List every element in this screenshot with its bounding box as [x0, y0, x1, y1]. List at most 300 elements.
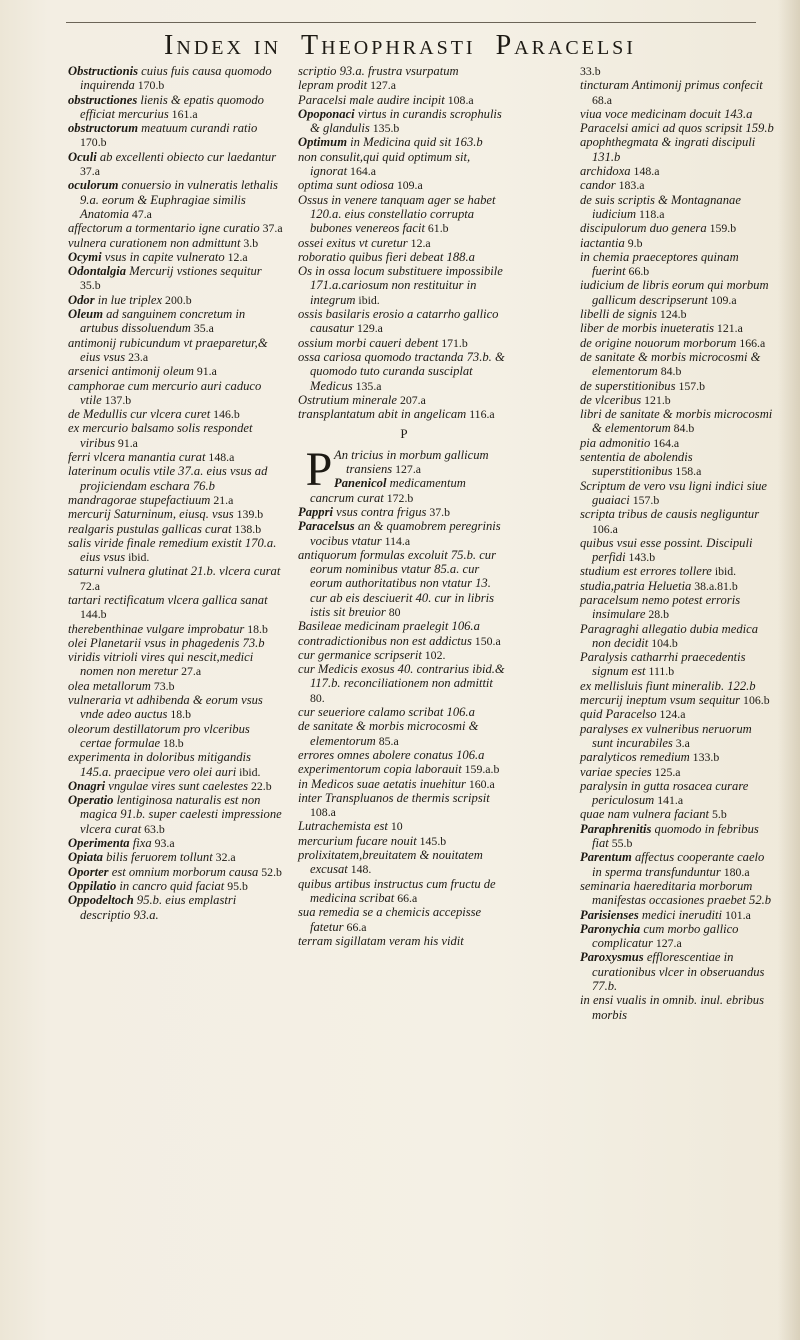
entry-reference: 68.a: [592, 92, 612, 107]
entry-reference: 80: [385, 604, 401, 619]
entry-reference: 104.b: [648, 635, 678, 650]
index-entry: [298, 264, 510, 307]
index-entry: [298, 548, 510, 619]
entry-reference: ibid.: [236, 764, 261, 779]
entry-reference: 170.b: [80, 135, 107, 150]
index-entry: [298, 777, 510, 791]
entry-reference: 106.a: [592, 521, 618, 536]
entry-headword: Paracelsus: [298, 519, 355, 534]
entry-text: contradictionibus non est addictus: [298, 633, 472, 648]
index-entry: [580, 379, 774, 393]
index-entry: [580, 650, 774, 679]
index-entry: [68, 507, 284, 521]
entry-headword: Panenicol: [334, 476, 387, 491]
index-entry: [580, 507, 774, 536]
entry-reference: 66.b: [625, 264, 650, 279]
entry-text: viua voce medicinam docuit 143.a: [580, 106, 753, 121]
entry-reference: 145.b: [416, 833, 447, 848]
index-entry: [580, 236, 774, 250]
index-entry: [298, 719, 510, 748]
entry-text: experimenta in doloribus mitigandis 145.a. praecipue vero olei auri: [68, 750, 251, 779]
entry-text: est omnium morborum causa: [108, 864, 259, 879]
entry-text: Basileae medicinam praelegit 106.a: [298, 619, 480, 634]
entry-text: libri de sanitate & morbis microcosmi & elementorum: [580, 407, 773, 436]
entry-reference: 148.a: [205, 450, 235, 465]
entry-reference: 171.b: [438, 335, 468, 350]
entry-text: cur germanice scripserit: [298, 647, 422, 662]
entry-text: cur seueriore calamo scribat 106.a: [298, 705, 475, 720]
index-entry: [298, 178, 510, 192]
index-entry: [298, 476, 510, 505]
entry-text: de superstitionibus: [580, 378, 676, 393]
entry-reference: 133.b: [689, 750, 720, 765]
entry-text: ex mercurio balsamo solis respondet viribus: [68, 421, 253, 450]
entry-text: de sanitate & morbis microcosmi & elementorum: [580, 349, 761, 379]
entry-text: in cancro quid faciat: [116, 878, 225, 893]
entry-text: an & quamobrem peregrinis vocibus vtatur: [310, 519, 501, 548]
entry-headword: Operatio: [68, 793, 114, 808]
entry-reference: 63.b: [141, 821, 165, 836]
entry-reference: ibid.: [711, 564, 737, 579]
index-entry: [298, 236, 510, 250]
entry-reference: 137.b: [101, 392, 132, 407]
entry-text: variae species: [580, 764, 652, 779]
entry-text: vsus in capite vulnerato: [101, 249, 225, 264]
entry-reference: 118.a: [636, 206, 665, 221]
entry-text: non consulit,qui quid optimum sit, ignorat: [298, 149, 471, 179]
title-part-3: Paracelsi: [495, 30, 636, 61]
entry-headword: obstructiones: [68, 92, 138, 107]
index-entry: [298, 150, 510, 179]
index-entry: [68, 178, 284, 221]
entry-text: de origine nouorum morborum: [580, 335, 737, 350]
index-entry: [68, 264, 284, 293]
entry-text: archidoxa: [580, 164, 631, 179]
entry-reference: 161.a: [168, 106, 198, 121]
index-entry: [68, 593, 284, 622]
index-entry: [298, 336, 510, 350]
index-entry: [580, 193, 774, 222]
entry-reference: 150.a: [471, 633, 501, 648]
index-entry: [68, 865, 284, 879]
entry-headword: obstructorum: [68, 121, 138, 136]
entry-reference: 85.a: [375, 733, 399, 748]
entry-text: in Medicos suae aetatis inuehitur: [298, 776, 466, 791]
entry-text: sententia de abolendis superstitionibus: [580, 450, 693, 479]
index-entry: [298, 250, 510, 264]
index-entry: [68, 450, 284, 464]
entry-text: quid Paracelso: [580, 707, 657, 722]
entry-reference: 157.b: [675, 378, 706, 393]
index-entry: [68, 221, 284, 235]
index-entry: [68, 250, 284, 264]
entry-reference: 18.b: [167, 707, 192, 722]
entry-text: vngulae vires sunt caelestes: [105, 778, 249, 793]
entry-text: affectorum a tormentario igne curatio: [68, 221, 260, 236]
index-entry: [68, 236, 284, 250]
index-entry: [68, 879, 284, 893]
entry-text: sua remedia se a chemicis accepisse fatetur: [298, 905, 482, 934]
index-entry: [68, 293, 284, 307]
entry-text: in Medicina quid sit 163.b: [347, 135, 483, 150]
entry-reference: 158.a: [672, 464, 702, 479]
entry-headword: oculorum: [68, 178, 119, 193]
index-entry: [580, 350, 774, 379]
entry-text: vulnera curationem non admittunt: [68, 235, 241, 250]
entry-reference: 80.: [310, 690, 325, 705]
entry-text: scripta tribus de causis negliguntur: [580, 507, 760, 522]
entry-text: An tricius in morbum gallicum transiens: [334, 447, 489, 477]
entry-text: Lutrachemista est: [298, 819, 388, 834]
index-entry: [68, 421, 284, 450]
index-entry: [580, 64, 774, 78]
entry-text: efflorescentiae in curationibus vlcer in obseruandus 77.b.: [592, 950, 765, 993]
entry-reference: 121.b: [641, 392, 671, 407]
entry-headword: Oculi: [68, 149, 97, 164]
index-entry: [68, 522, 284, 536]
index-column-2: [298, 64, 510, 948]
entry-reference: 170.b: [134, 78, 165, 93]
entry-reference: 37.a: [80, 164, 100, 179]
entry-text: tincturam Antimonij primus confecit: [580, 78, 763, 93]
entry-reference: 101.a: [722, 907, 751, 922]
entry-reference: 93.a: [151, 836, 175, 851]
entry-reference: 106.b: [740, 693, 770, 708]
index-entry: [580, 536, 774, 565]
entry-reference: ibid.: [355, 292, 380, 307]
index-entry: [298, 350, 510, 393]
entry-text: de suis scriptis & Montagnanae iudicium: [580, 192, 741, 221]
entry-headword: Odor: [68, 292, 95, 307]
entry-reference: 172.b: [383, 490, 414, 505]
entry-headword: Oppodeltoch: [68, 893, 134, 908]
entry-reference: 21.a: [210, 492, 234, 507]
entry-reference: 28.b: [645, 607, 670, 622]
index-entry: [580, 579, 774, 593]
entry-headword: Odontalgia: [68, 264, 127, 279]
entry-reference: 91.a: [114, 435, 138, 450]
entry-text: ad sanguinem concretum in artubus dissoluendum: [80, 307, 246, 336]
entry-text: terram sigillatam veram his vidit: [298, 933, 464, 948]
entry-reference: 3.b: [240, 235, 259, 250]
entry-reference: 3.a: [672, 735, 690, 750]
index-entry: [68, 850, 284, 864]
index-entry: [298, 619, 510, 633]
entry-reference: 5.b: [709, 807, 727, 822]
index-entry: [298, 64, 510, 78]
index-entry: [580, 765, 774, 779]
index-entry: [580, 450, 774, 479]
entry-text: in ensi vualis in omnib. inul. ebribus morbis: [580, 993, 765, 1022]
entry-text: Scriptum de vero vsu ligni indici siue guaiaci: [580, 478, 768, 507]
entry-text: ossium morbi caueri debent: [298, 335, 439, 350]
entry-text: arsenici antimonij oleum: [68, 364, 194, 379]
entry-text: Paracelsi amici ad quos scripsit 159.b: [580, 121, 774, 136]
entry-text: tartari rectificatum vlcera gallica sanat: [68, 592, 268, 607]
index-entry: [68, 121, 284, 150]
index-entry: [68, 464, 284, 493]
entry-reference: 10: [387, 819, 403, 834]
entry-reference: 108.a: [444, 92, 474, 107]
index-entry: [68, 493, 284, 507]
entry-reference: 55.b: [608, 836, 633, 851]
entry-text: viridis vitrioli vires qui nescit,medici nomen non meretur: [68, 650, 254, 679]
entry-text: Paralysis catharrhi praecedentis signum est: [580, 650, 746, 679]
entry-reference: 121.a: [713, 321, 743, 336]
entry-text: studium est errores tollere: [580, 564, 712, 579]
entry-headword: Oppilatio: [68, 878, 117, 893]
entry-reference: 37.b: [426, 504, 450, 519]
index-entry: [298, 634, 510, 648]
index-entry: [298, 393, 510, 407]
index-entry: [68, 779, 284, 793]
entry-reference: 148.: [347, 862, 372, 877]
index-entry: [68, 893, 284, 922]
index-entry: [68, 722, 284, 751]
entry-text: discipulorum duo genera: [580, 221, 707, 236]
entry-text: realgaris pustulas gallicas curat: [68, 521, 232, 536]
entry-headword: Ocymi: [68, 249, 102, 264]
index-entry: [68, 564, 284, 593]
index-entry: [580, 679, 774, 693]
entry-reference: 27.a: [178, 664, 202, 679]
entry-reference: 139.b: [233, 507, 264, 522]
index-entry: [68, 150, 284, 179]
entry-text: virtus in curandis scrophulis & glandulis: [310, 106, 502, 136]
index-entry: [298, 877, 510, 906]
index-entry: [68, 750, 284, 779]
entry-reference: 84.b: [657, 364, 682, 379]
entry-reference: 116.a: [466, 407, 495, 422]
index-entry: [580, 779, 774, 808]
entry-text: Ossus in venere tanquam ager se habet 120.a. eius constellatio corrupta bubones venereos facit: [298, 192, 496, 236]
entry-text: in chemia praeceptores quinam fuerint: [580, 249, 739, 279]
index-entry: [68, 407, 284, 421]
index-entry: [580, 908, 774, 922]
entry-text: cum morbo gallico complicatur: [592, 921, 739, 951]
entry-reference: 38.a.81.b: [691, 578, 738, 593]
entry-headword: Obstructionis: [68, 64, 138, 78]
entry-text: meatuum curandi ratio: [138, 121, 258, 136]
entry-reference: 73.b: [150, 678, 175, 693]
entry-text: optima sunt odiosa: [298, 178, 394, 193]
entry-text: ab excellenti obiecto cur laedantur: [96, 149, 277, 164]
entry-reference: 18.b: [160, 735, 184, 750]
entry-text: errores omnes abolere conatus 106.a: [298, 747, 485, 762]
index-entry: [580, 564, 774, 578]
index-entry: [580, 393, 774, 407]
index-entry: [298, 135, 510, 149]
section-letter: P: [400, 426, 408, 442]
index-entry: [580, 479, 774, 508]
entry-text: 95.b. eius emplastri descriptio 93.a.: [80, 893, 237, 922]
index-entry: [68, 693, 284, 722]
entry-text: transplantatum abit in angelicam: [298, 407, 467, 422]
drop-cap: P: [305, 442, 333, 496]
entry-reference: 23.a: [125, 349, 149, 364]
entry-reference: 91.a: [193, 364, 217, 379]
index-entry: [68, 836, 284, 850]
entry-reference: 95.b: [224, 878, 248, 893]
entry-reference: 125.a: [651, 764, 681, 779]
entry-reference: 124.b: [656, 307, 687, 322]
index-entry: [580, 250, 774, 279]
index-entry: [580, 707, 774, 721]
index-entry: [580, 336, 774, 350]
index-entry: [68, 793, 284, 836]
entry-reference: 18.b: [244, 621, 268, 636]
entry-text: olei Planetarii vsus in phagedenis 73.b: [68, 635, 265, 650]
entry-headword: Optimum: [298, 135, 347, 150]
entry-text: affectus cooperante caelo in sperma transfunduntur: [592, 850, 765, 879]
entry-reference: ibid.: [125, 550, 150, 565]
entry-text: experimentorum copia laborauit: [298, 762, 462, 777]
page-title: [0, 30, 800, 62]
entry-text: mercurij Saturninum, eiusq. vsus: [68, 507, 234, 522]
entry-headword: Oleum: [68, 307, 103, 322]
entry-reference: 164.a: [347, 164, 376, 179]
index-entry: [298, 934, 510, 948]
entry-headword: Opiata: [68, 850, 103, 865]
entry-reference: 127.a: [367, 78, 396, 93]
index-entry: [298, 905, 510, 934]
index-entry: [298, 93, 510, 107]
entry-text: salis viride finale remedium existit 170.a. eius vsus: [68, 535, 277, 565]
entry-text: fixa: [129, 836, 152, 851]
entry-headword: Paronychia: [580, 921, 641, 936]
index-entry: [298, 762, 510, 776]
entry-reference: 22.b: [248, 778, 272, 793]
entry-text: quibus vsui esse possint. Discipuli perfidi: [580, 535, 753, 565]
entry-reference: 160.a: [465, 776, 495, 791]
entry-text: seminaria haereditaria morborum manifestas occasiones praebet 52.b: [580, 878, 772, 908]
entry-reference: 84.b: [670, 421, 695, 436]
entry-reference: 135.a: [352, 378, 382, 393]
entry-text: de Medullis cur vlcera curet: [68, 407, 211, 422]
entry-text: conuersio in vulneratis lethalis 9.a. eorum & Euphragiae similis Anatomia: [80, 178, 278, 221]
index-entry: [68, 650, 284, 679]
index-entry: [580, 107, 774, 121]
index-entry: [580, 221, 774, 235]
index-entry: [298, 834, 510, 848]
entry-headword: Paraphrenitis: [580, 821, 652, 836]
index-entry: [68, 636, 284, 650]
index-entry: [68, 64, 284, 93]
entry-text: liber de morbis inueteratis: [580, 321, 714, 336]
index-entry: [580, 822, 774, 851]
index-entry: [298, 505, 510, 519]
entry-text: bilis feruorem tollunt: [102, 850, 213, 865]
entry-text: ferri vlcera manantia curat: [68, 450, 206, 465]
entry-reference: 114.a: [381, 533, 411, 548]
index-entry: [298, 848, 510, 877]
entry-text: in lue triplex: [94, 292, 163, 307]
entry-reference: 37.a: [259, 221, 283, 236]
index-entry: [580, 78, 774, 107]
entry-reference: 9.b: [624, 235, 643, 250]
entry-reference: 12.a: [407, 235, 431, 250]
entry-reference: 72.a: [80, 578, 100, 593]
entry-text: vulneraria vt adhibenda & eorum vsus vnde adeo auctus: [68, 693, 263, 722]
entry-reference: 127.a: [392, 462, 422, 477]
entry-text: Os in ossa locum substituere impossibile 171.a.cariosum non restituitur in integrum: [298, 264, 503, 307]
index-entry: [580, 850, 774, 879]
title-part-1: Index in: [164, 30, 282, 61]
entry-reference: 159.a.b: [461, 762, 500, 777]
entry-text: mercurium fucare nouit: [298, 833, 417, 848]
entry-text: apophthegmata & ingrati discipuli 131.b: [580, 135, 756, 164]
entry-text: libelli de signis: [580, 307, 657, 322]
entry-text: paralyses ex vulneribus neruorum sunt incurabiles: [580, 721, 752, 750]
entry-reference: 144.b: [80, 607, 107, 622]
entry-reference: 102.: [421, 647, 446, 662]
entry-text: Paragraghi allegatio dubia medica non decidit: [580, 621, 759, 650]
entry-text: roboratio quibus fieri debeat 188.a: [298, 249, 475, 264]
index-entry: [68, 536, 284, 565]
entry-text: pia admonitio: [580, 435, 651, 450]
entry-reference: 157.b: [629, 492, 660, 507]
index-entry: [298, 193, 510, 236]
entry-reference: 108.a: [310, 805, 336, 820]
entry-reference: 12.a: [224, 249, 248, 264]
index-entry: [580, 950, 774, 993]
index-entry: [298, 648, 510, 662]
entry-reference: 180.a: [720, 864, 750, 879]
entry-text: vsus contra frigus: [332, 504, 427, 519]
entry-text: de vlceribus: [580, 392, 642, 407]
entry-text: saturni vulnera glutinat 21.b. vlcera curat: [68, 564, 281, 579]
index-entry: [68, 93, 284, 122]
index-entry: [580, 922, 774, 951]
entry-reference: 148.a: [630, 164, 660, 179]
title-part-2: Theophrasti: [301, 30, 476, 61]
index-entry: [580, 178, 774, 192]
entry-text: paralysin in gutta rosacea curare periculosum: [580, 778, 749, 808]
index-entry: [68, 307, 284, 336]
entry-reference: 183.a: [615, 178, 645, 193]
index-entry: [298, 519, 510, 548]
entry-reference: 66.a: [343, 919, 367, 934]
entry-text: lepram prodit: [298, 78, 368, 93]
index-entry: [580, 593, 774, 622]
entry-text: laterinum oculis vtile 37.a. eius vsus ad projiciendam eschara 76.b: [68, 464, 268, 493]
entry-reference: 109.a: [707, 292, 737, 307]
entry-text: paracelsum nemo potest erroris insimulare: [580, 592, 741, 622]
entry-text: ossei exitus vt curetur: [298, 235, 408, 250]
entry-reference: 159.b: [706, 221, 737, 236]
index-entry: [580, 164, 774, 178]
entry-reference: 109.a: [393, 178, 423, 193]
entry-text: Paracelsi male audire incipit: [298, 92, 445, 107]
index-entry: [298, 748, 510, 762]
entry-text: prolixitatem,breuitatem & nouitatem excusat: [298, 848, 483, 877]
entry-reference: 200.b: [162, 292, 192, 307]
entry-text: iudicium de libris eorum qui morbum gallicum descripserunt: [580, 278, 769, 307]
index-entry: [68, 679, 284, 693]
index-column-1: [68, 64, 284, 922]
entry-text: de sanitate & morbis microcosmi & elementorum: [298, 719, 479, 748]
entry-text: oleorum destillatorum pro vlceribus certae formulae: [68, 721, 250, 750]
index-entry: [68, 364, 284, 378]
index-entry: [580, 693, 774, 707]
entry-text: paralyticos remedium: [580, 750, 690, 765]
entry-text: studia,patria Heluetia: [580, 578, 692, 593]
index-entry: [580, 135, 774, 164]
entry-text: therebenthinae vulgare improbatur: [68, 621, 245, 636]
entry-headword: Pappri: [298, 504, 333, 519]
index-column-3: [580, 64, 774, 1022]
index-entry: [580, 307, 774, 321]
